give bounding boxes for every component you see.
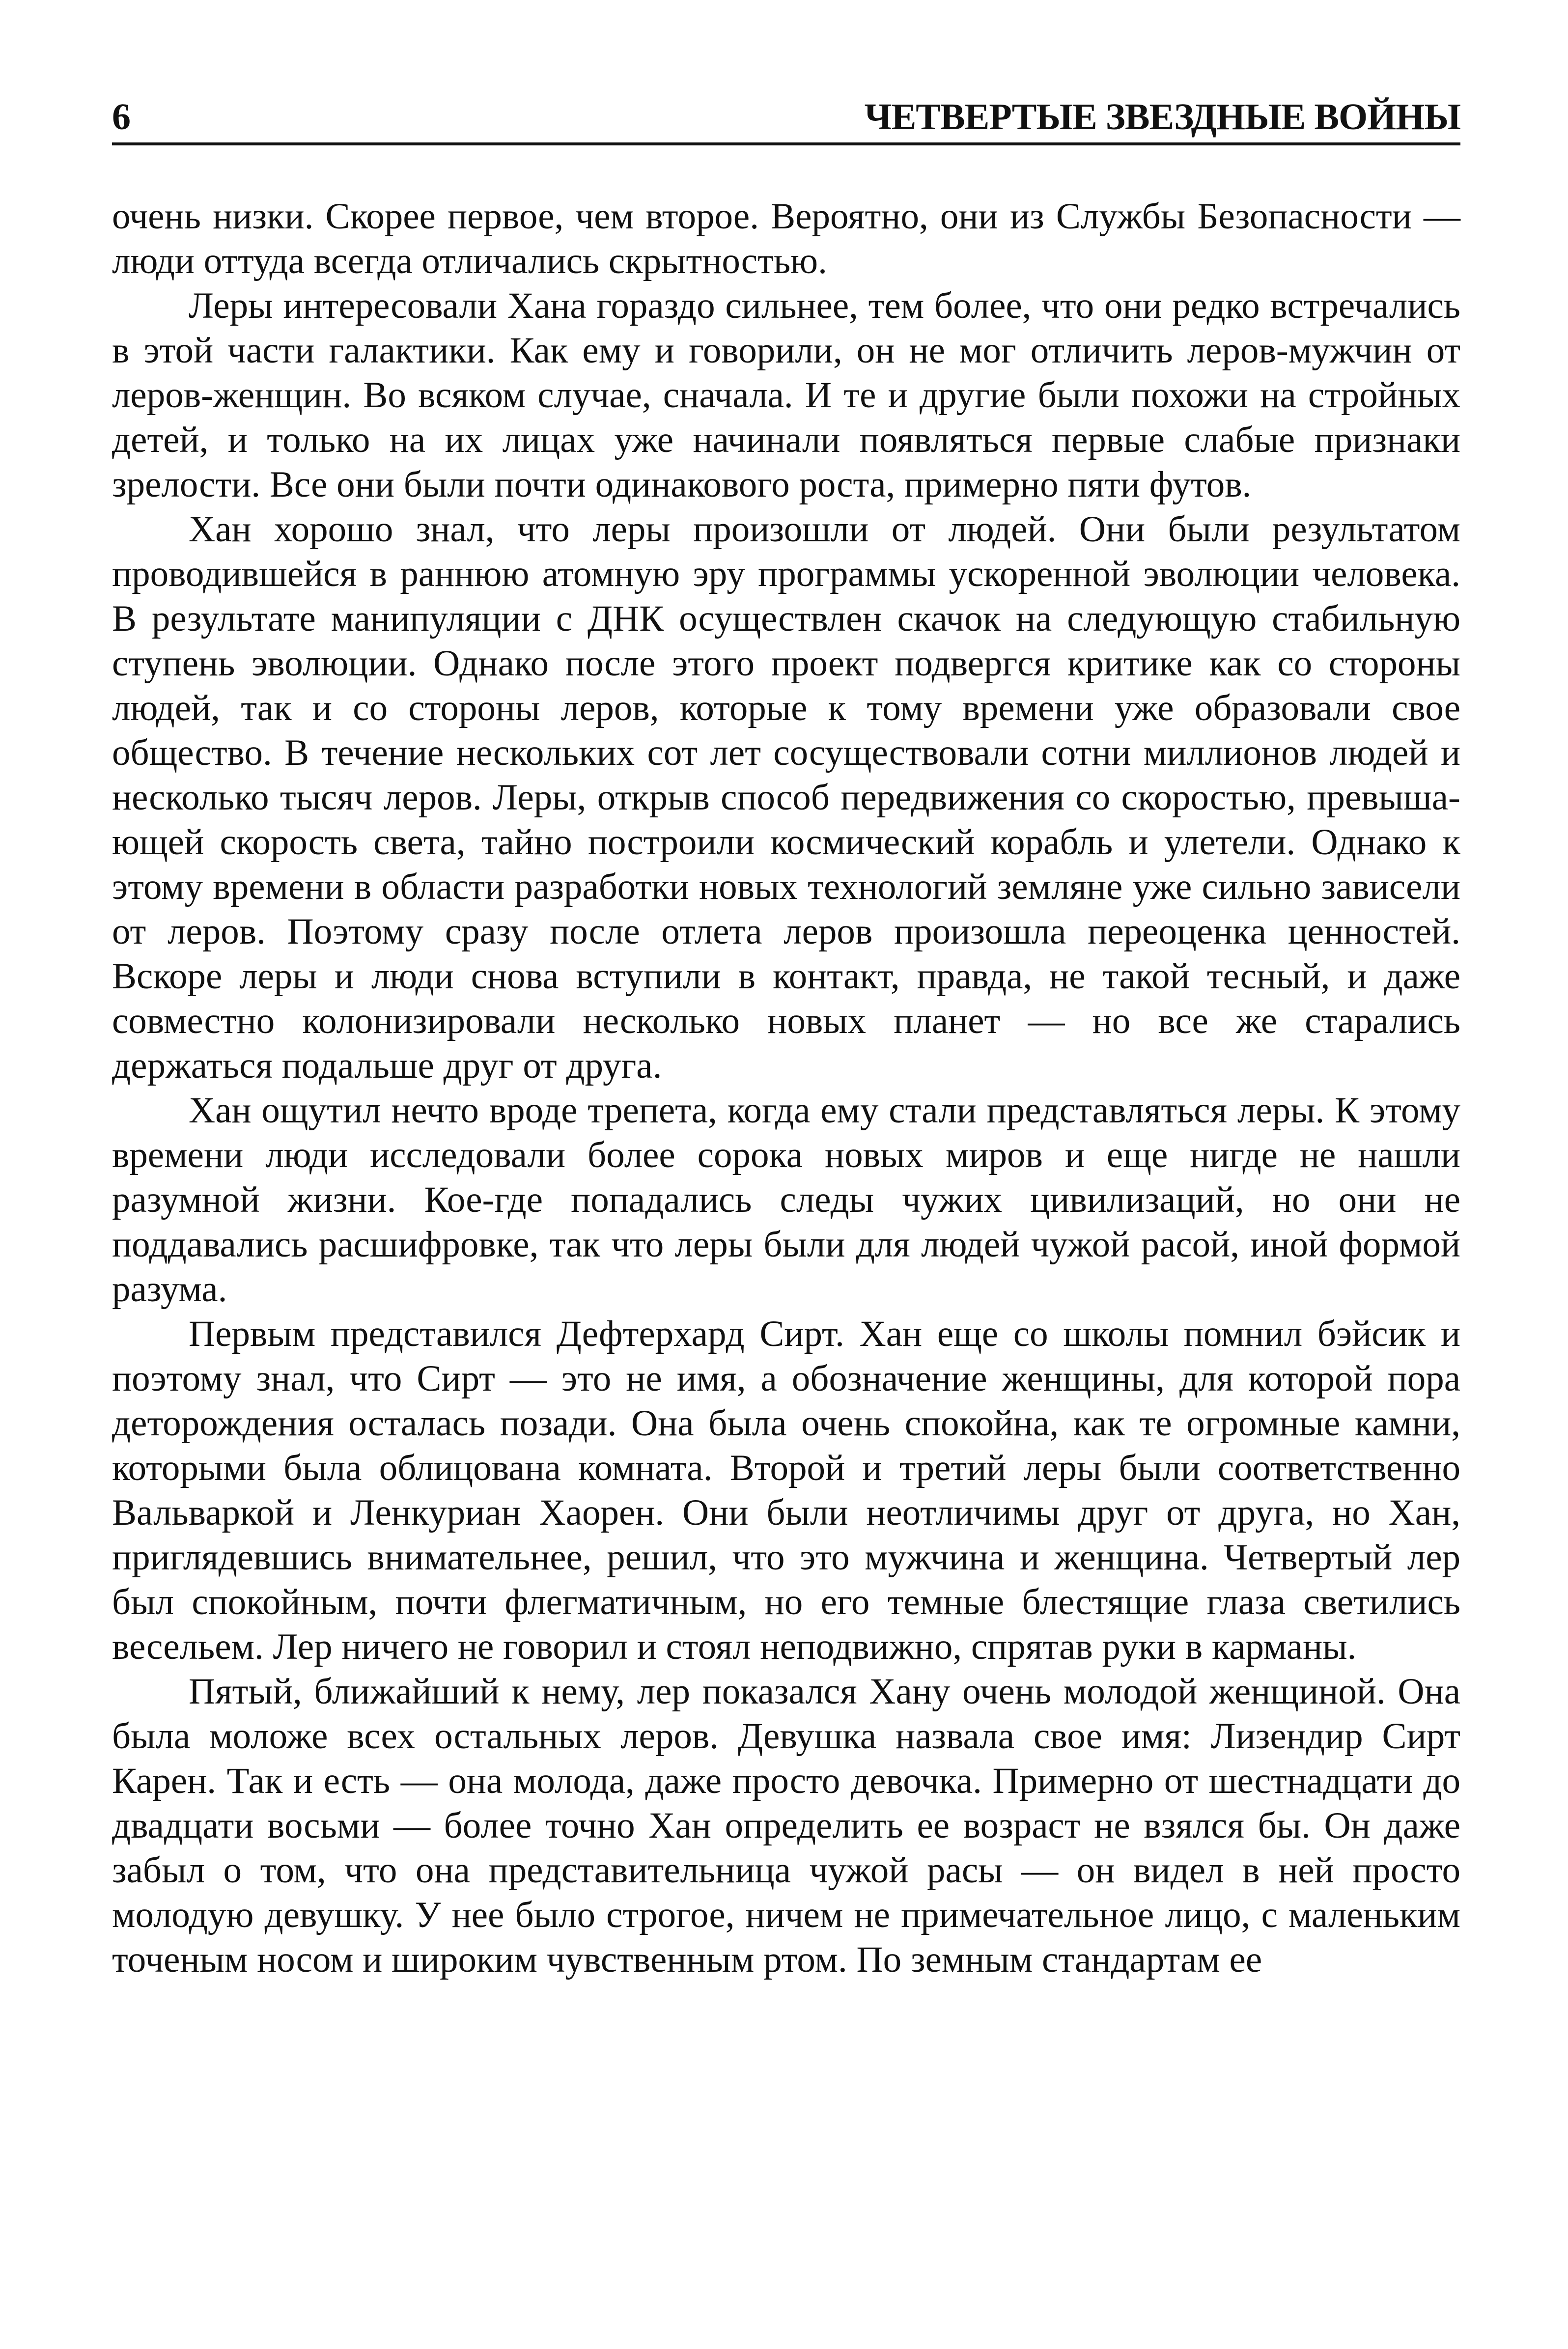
paragraph: Пятый, ближайший к нему, лер показался Хану очень молодой женщиной. Она была моложе всех остальных леров. Девушка назвала свое имя: Лизендир Сирт Карен. Так и есть — она молода, даже просто девочка. Примерно от шестнадцати до двадцати восьми — более точно Хан определить ее возраст не взялся бы. Он даже забыл о том, что она представительница чужой расы — он видел в ней просто молодую девушку. У нее было строгое, ничем не примечательное лицо, с маленьким точеным носом и широким чувственным ртом. По земным стандартам ее: [112, 1671, 1460, 1980]
paragraph: Хан хорошо знал, что леры произошли от людей. Они были результатом проводившейся в раннюю атомную эру программы ускоренной эволюции человека. В результате манипуляции с ДНК осуществлен скачок на следующую стабильную ступень эволюции. Однако после этого проект подвергся критике как со стороны людей, так и со стороны леров, которые к тому времени уже образовали свое общество. В течение нескольких сот лет сосуществовали сотни миллионов людей и несколько тысяч леров. Леры, открыв способ передвижения со скоростью, превышающей скорость света, тайно построили космический корабль и улетели. Однако к этому времени в области разработки новых технологий земляне уже сильно зависели от леров. Поэтому сразу после отлета леров произошла переоценка ценностей. Вскоре леры и люди снова вступили в контакт, правда, не такой тесный, и даже совместно колонизировали несколько новых планет — но все же старались держаться подальше друг от друга.: [112, 509, 1460, 1086]
paragraph: Леры интересовали Хана гораздо сильнее, тем более, что они редко встречались в этой части галактики. Как ему и говорили, он не мог отличить леров-мужчин от леров-женщин. Во всяком случае, сначала. И те и другие были похожи на стройных детей, и только на их лицах уже начинали появляться первые слабые признаки зрелости. Все они были почти одинакового роста, примерно пяти футов.: [112, 285, 1460, 505]
paragraph: очень низки. Скорее первое, чем второе. Вероятно, они из Службы Безопасности — люди оттуда всегда отличались скрытностью.: [112, 196, 1460, 281]
running-title: ЧЕТВЕРТЫЕ ЗВЕЗДНЫЕ ВОЙНЫ: [864, 96, 1460, 138]
body-text: [112, 194, 1460, 1982]
paragraph: Хан ощутил нечто вроде трепета, когда ему стали представляться леры. К этому времени люди исследовали более сорока новых миров и еще нигде не нашли разумной жизни. Кое-где попадались следы чужих цивилизаций, но они не поддавались расшифровке, так что леры были для людей чужой расой, иной формой разума.: [112, 1090, 1460, 1310]
running-header: [112, 96, 1460, 145]
paragraph: Первым представился Дефтерхард Сирт. Хан еще со школы помнил бэйсик и поэтому знал, что Сирт — это не имя, а обозначение женщины, для которой пора деторождения осталась позади. Она была очень спокойна, как те огромные камни, которыми была облицована комната. Второй и третий леры были соответственно Вальваркой и Ленкуриан Хаорен. Они были неотличимы друг от друга, но Хан, приглядевшись внимательнее, решил, что это мужчина и женщина. Четвертый лер был спокойным, почти флегматичным, но его темные блестящие глаза светились весельем. Лер ничего не говорил и стоял неподвижно, спрятав руки в карманы.: [112, 1314, 1460, 1667]
page-number: 6: [112, 96, 131, 138]
